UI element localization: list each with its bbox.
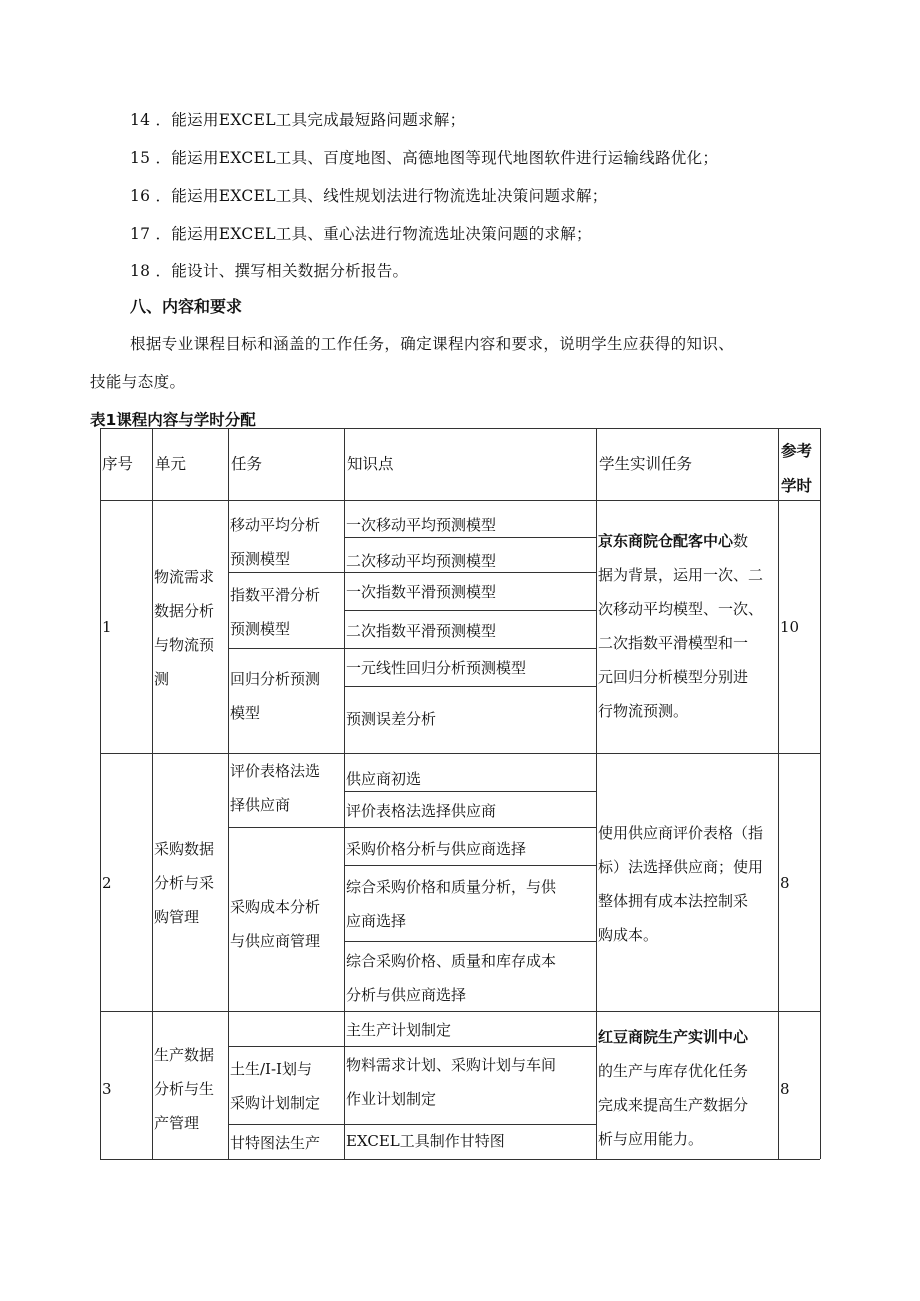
row1-knowledge-5: 一元线性回归分析预测模型 (346, 659, 527, 677)
row3-task-1: 土生/I-I划与 采购计划制定 (230, 1060, 321, 1112)
header-knowledge: 知识点 (347, 455, 394, 473)
row2-no: 2 (102, 874, 112, 892)
row1-training: 京东商院仓配客中心数 据为背景，运用一次、二 次移动平均模型、一次、 二次指数平滑模型和一 元回归分析模型分别进 行物流预测。 (598, 532, 764, 720)
row3-training: 红豆商院生产实训中心 的生产与库存优化任务 完成来提高生产数据分 析与应用能力。 (598, 1028, 749, 1148)
row3-knowledge-1: 主生产计划制定 (346, 1021, 452, 1039)
header-hours-2: 学时 (781, 477, 813, 495)
row3-no: 3 (102, 1080, 112, 1098)
row2-training: 使用供应商评价表格（指 标）法选择供应商；使用 整体拥有成本法控制采 购成本。 (598, 824, 764, 944)
row1-knowledge-6: 预测误差分析 (346, 710, 437, 728)
row2-knowledge-4: 综合采购价格和质量分析，与供 应商选择 (346, 878, 557, 930)
table-caption: 表1课程内容与学时分配 (90, 411, 256, 429)
row1-no: 1 (102, 618, 112, 636)
objective-15: 15 ．能运用EXCEL工具、百度地图、高德地图等现代地图软件进行运输线路优化； (130, 149, 719, 167)
objective-16: 16 ．能运用EXCEL工具、线性规划法进行物流选址决策问题求解； (130, 187, 608, 205)
row1-knowledge-4: 二次指数平滑预测模型 (346, 622, 497, 640)
header-task: 任务 (231, 455, 263, 473)
header-no: 序号 (102, 455, 134, 473)
section-heading: 八、内容和要求 (130, 297, 243, 316)
intro-line-2: 技能与态度。 (90, 373, 186, 391)
row2-task-2: 采购成本分析 与供应商管理 (230, 898, 321, 950)
row3-knowledge-2: 物料需求计划、采购计划与车间 作业计划制定 (346, 1056, 557, 1108)
row2-unit: 采购数据 分析与采 购管理 (154, 840, 215, 926)
objective-14: 14 ．能运用EXCEL工具完成最短路问题求解； (130, 111, 466, 129)
row1-task-2: 指数平滑分析 预测模型 (230, 586, 321, 638)
row2-knowledge-5: 综合采购价格、质量和库存成本 分析与供应商选择 (346, 952, 557, 1004)
row3-task-2: 甘特图法生产 (230, 1134, 321, 1152)
row1-knowledge-2: 二次移动平均预测模型 (346, 552, 497, 570)
course-content-table (100, 428, 820, 1160)
row2-hours: 8 (780, 874, 790, 892)
header-hours-1: 参考 (781, 442, 813, 460)
header-unit: 单元 (155, 455, 187, 473)
row1-knowledge-3: 一次指数平滑预测模型 (346, 583, 497, 601)
row2-knowledge-1: 供应商初选 (346, 770, 422, 788)
row1-task-3: 回归分析预测 模型 (230, 670, 321, 722)
header-training: 学生实训任务 (599, 455, 693, 473)
row1-knowledge-1: 一次移动平均预测模型 (346, 516, 497, 534)
objective-18: 18 ．能设计、撰写相关数据分析报告。 (130, 262, 409, 280)
row3-knowledge-3: EXCEL工具制作甘特图 (346, 1132, 505, 1150)
row2-knowledge-3: 采购价格分析与供应商选择 (346, 840, 527, 858)
row2-task-1: 评价表格法选 择供应商 (230, 762, 321, 814)
objective-17: 17 ．能运用EXCEL工具、重心法进行物流选址决策问题的求解； (130, 225, 592, 243)
row1-task-1: 移动平均分析 预测模型 (230, 516, 321, 568)
row3-hours: 8 (780, 1080, 790, 1098)
row1-hours: 10 (780, 618, 800, 636)
row2-knowledge-2: 评价表格法选择供应商 (346, 802, 497, 820)
intro-line-1: 根据专业课程目标和涵盖的工作任务，确定课程内容和要求，说明学生应获得的知识、 (130, 335, 735, 353)
row3-unit: 生产数据 分析与生 产管理 (154, 1046, 215, 1132)
row1-unit: 物流需求 数据分析 与物流预 测 (154, 568, 215, 688)
